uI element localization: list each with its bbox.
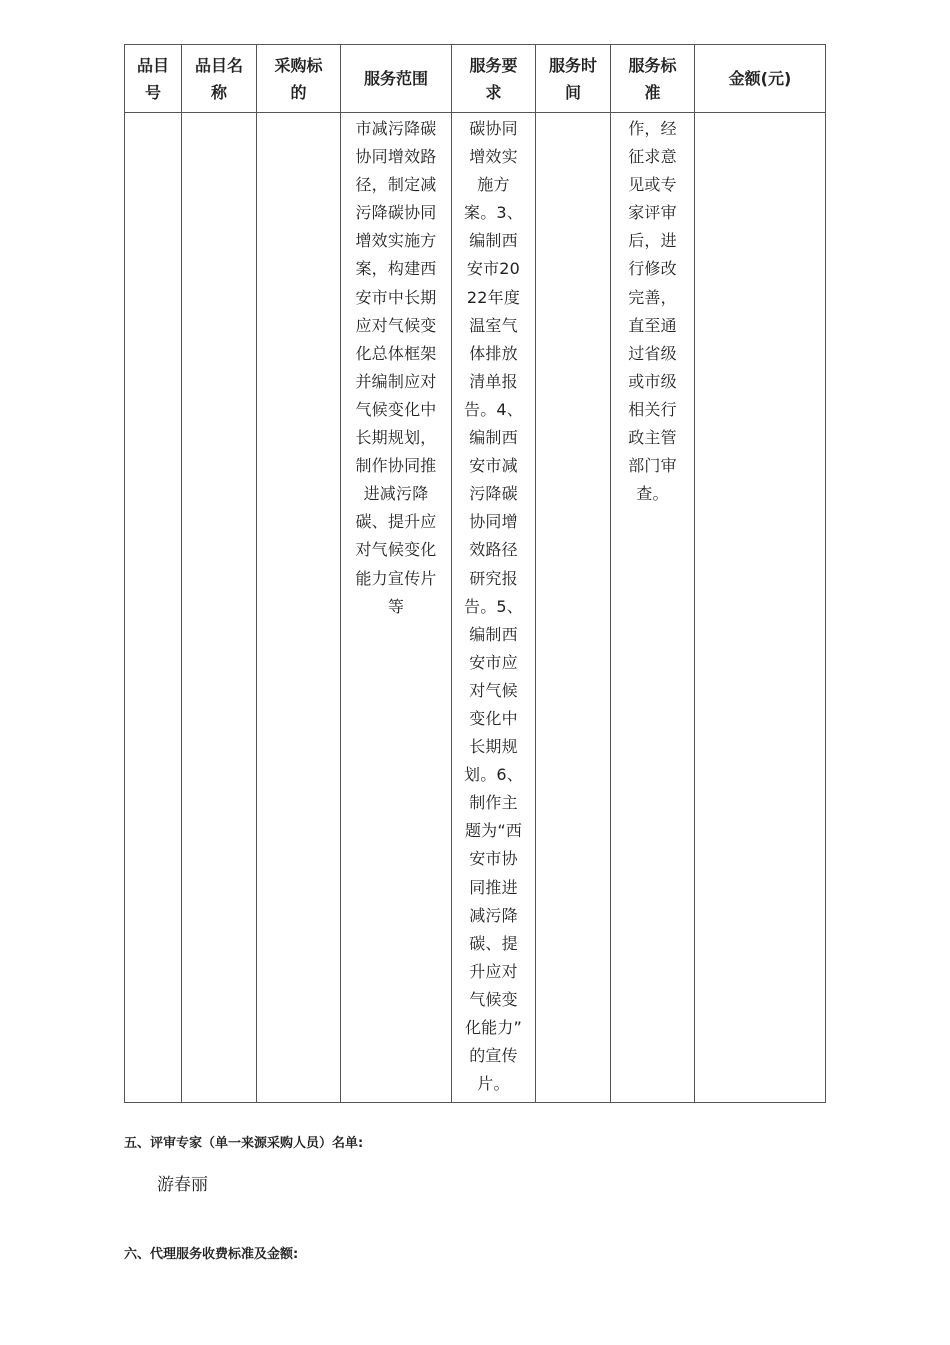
cell-item-no bbox=[125, 113, 182, 1103]
procurement-table bbox=[124, 44, 826, 1103]
section6-heading: 六、代理服务收费标准及金额: bbox=[124, 1247, 299, 1262]
header-service-scope: 服务范围 bbox=[341, 45, 452, 113]
header-amount: 金额(元) bbox=[695, 45, 826, 113]
cell-service-time bbox=[536, 113, 611, 1103]
expert-name: 游春丽 bbox=[157, 1175, 208, 1195]
header-item-no: 品目 号 bbox=[125, 45, 182, 113]
table-header-row bbox=[125, 45, 826, 113]
header-procurement-target: 采购标 的 bbox=[257, 45, 341, 113]
cell-service-requirements bbox=[452, 113, 536, 1103]
cell-amount bbox=[695, 113, 826, 1103]
service-requirements-text: 碳协同 增效实 施方 案。3、 编制西 安市20 22年度 温室气 体排放 清单报 告。4、 编制西 安市减 污降碳 协同增 效路径 研究报 告。5、 编制西 安市应 对气候 变化中 长期规 划。6、 制作主 题为“西 安市协 同推进 减污降 碳、提 升应对 气候变 化能力” 的宣传 片。 bbox=[464, 119, 523, 1094]
service-scope-text: 市减污降碳 协同增效路 径，制定减 污降碳协同 增效实施方 案，构建西 安市中长期 应对气候变 化总体框架 并编制应对 气候变化中 长期规划， 制作协同推 进减污降 碳、提升应 对气候变化 能力宣传片 等 bbox=[355, 119, 437, 616]
header-item-name: 品目名 称 bbox=[182, 45, 257, 113]
cell-service-standard bbox=[611, 113, 695, 1103]
header-service-requirements: 服务要 求 bbox=[452, 45, 536, 113]
header-service-standard: 服务标 准 bbox=[611, 45, 695, 113]
cell-service-scope bbox=[341, 113, 452, 1103]
table-row bbox=[125, 113, 826, 1103]
service-standard-text: 作，经 征求意 见或专 家评审 后，进 行修改 完善， 直至通 过省级 或市级 相关行 政主管 部门审 查。 bbox=[628, 119, 677, 504]
section5-heading: 五、评审专家（单一来源采购人员）名单: bbox=[124, 1136, 364, 1151]
header-service-time: 服务时 间 bbox=[536, 45, 611, 113]
cell-target bbox=[257, 113, 341, 1103]
cell-item-name bbox=[182, 113, 257, 1103]
